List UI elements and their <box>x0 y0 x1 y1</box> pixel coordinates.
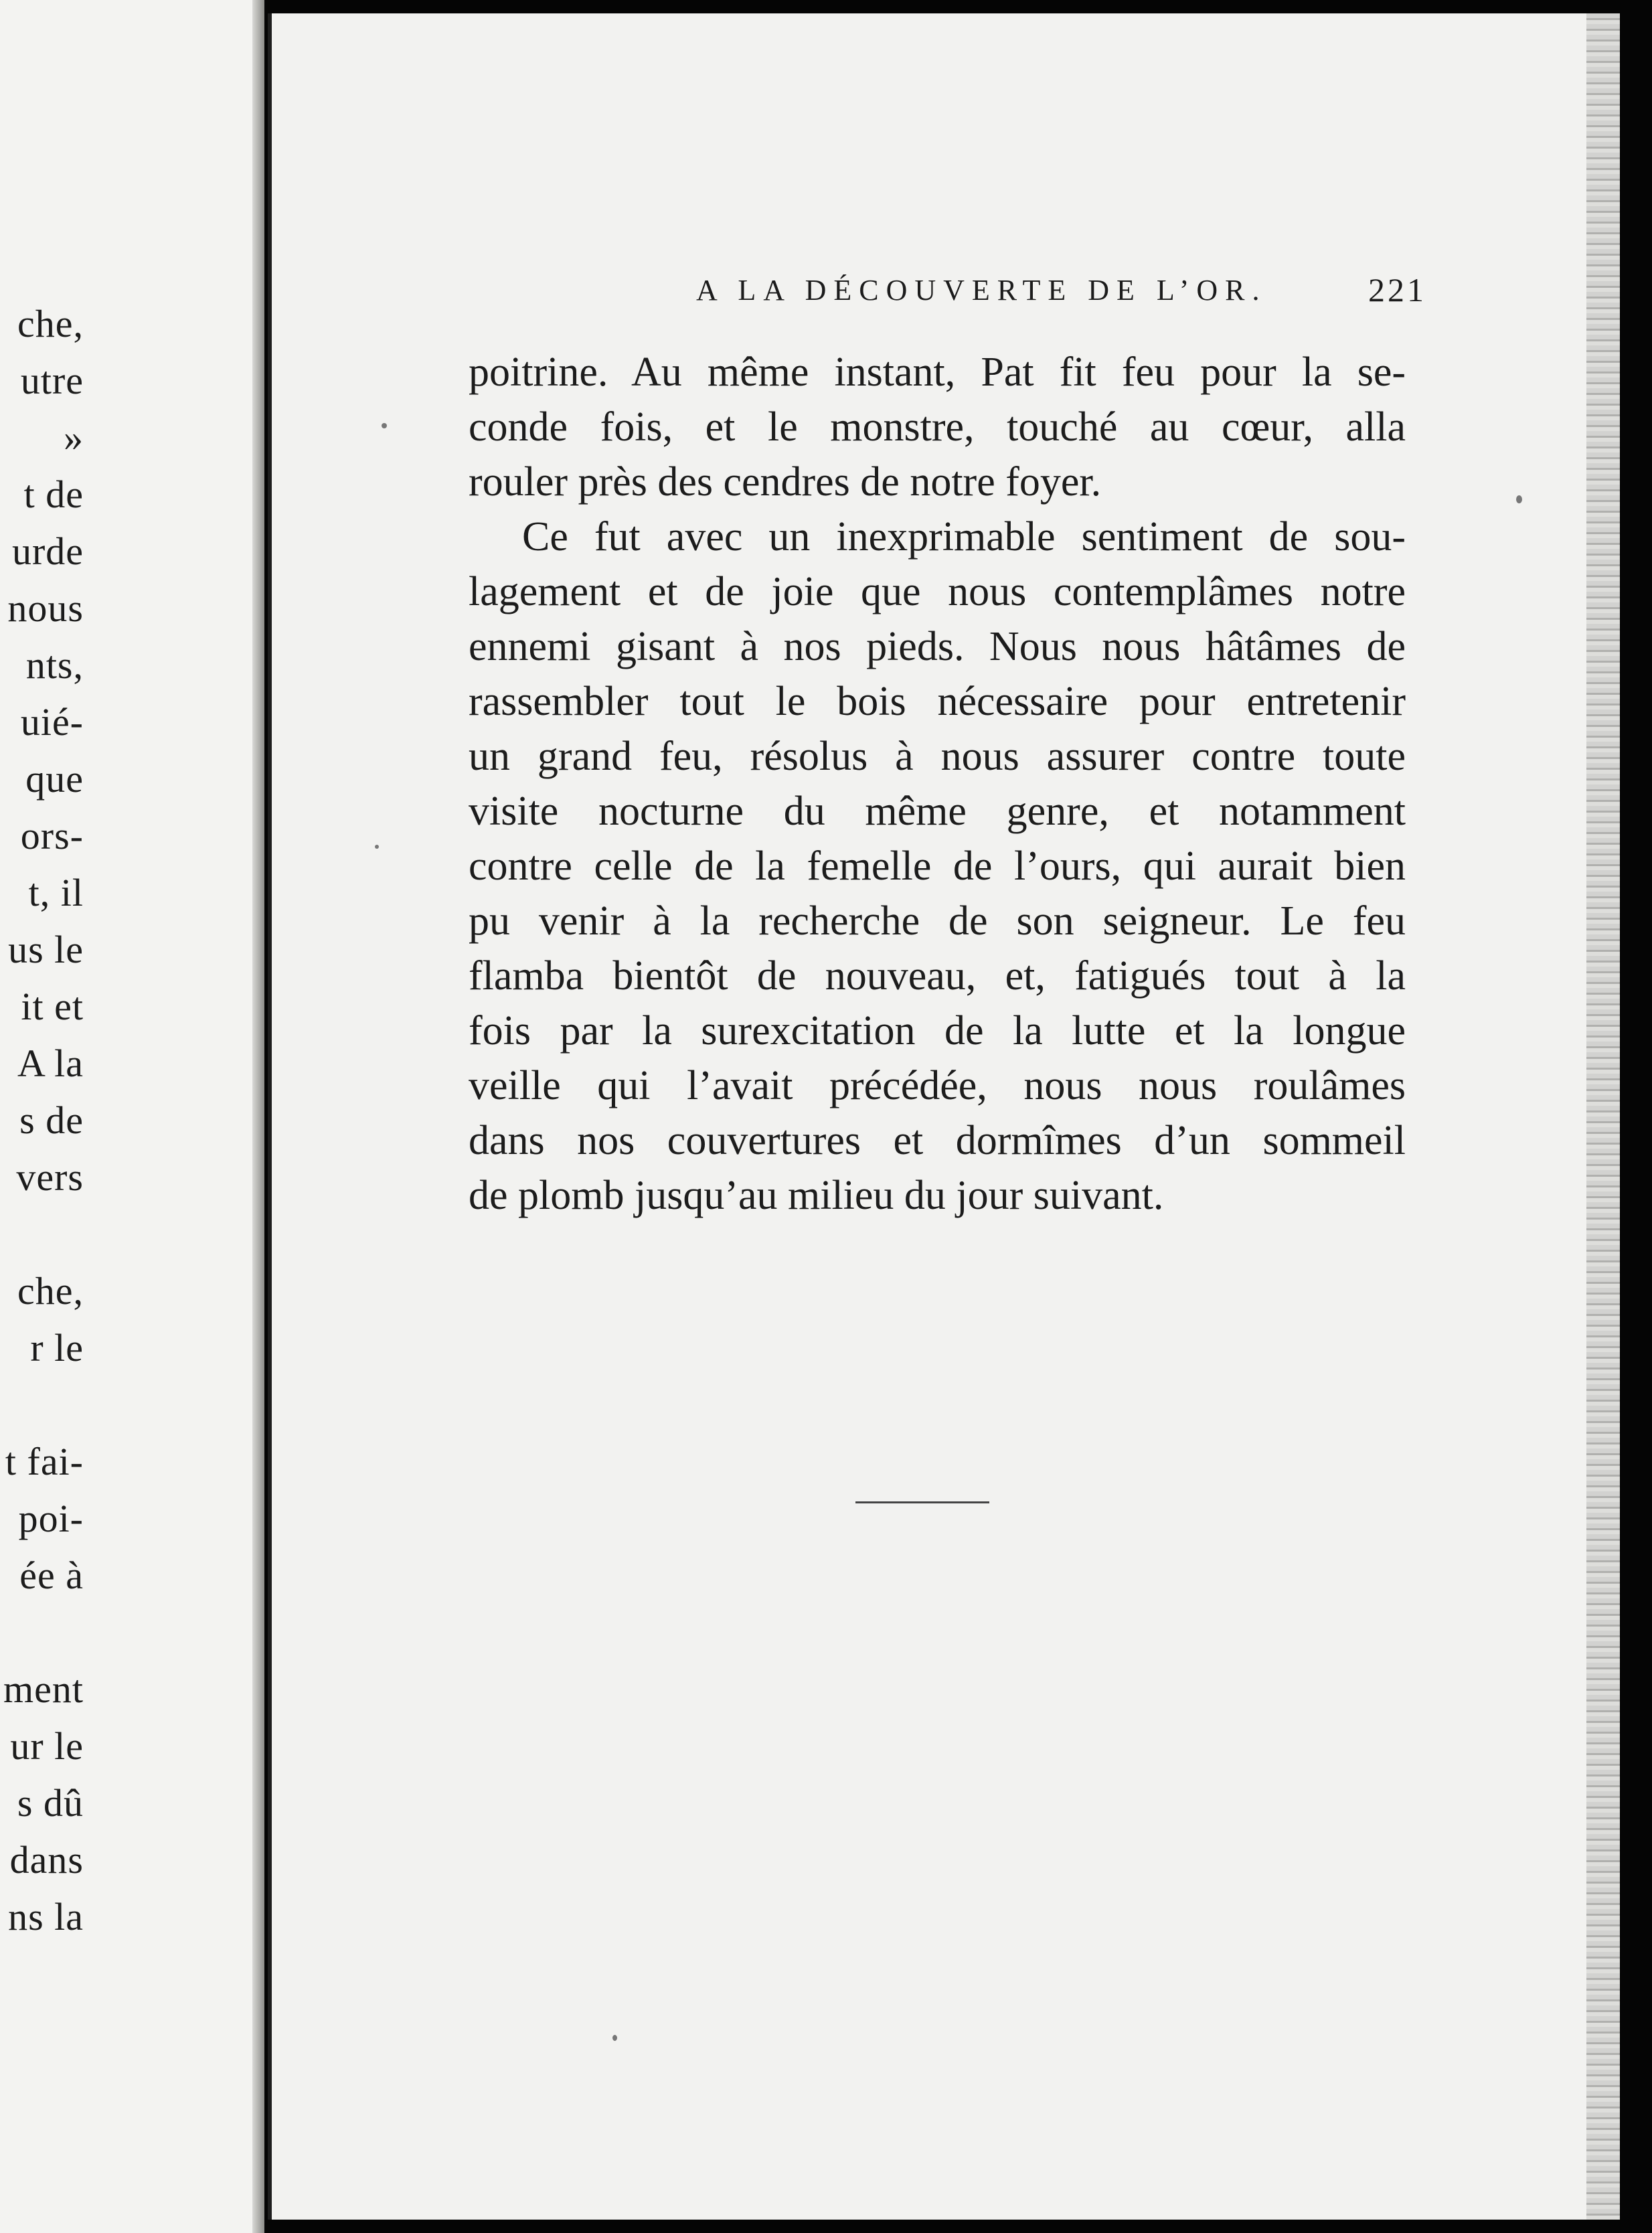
left-line: us le <box>8 928 84 971</box>
left-line: poi- <box>18 1497 84 1540</box>
text-line: contre celle de la femelle de l’ours, qui aurait bien <box>469 843 1406 889</box>
page-number: 221 <box>1368 271 1426 309</box>
left-line: r le <box>30 1326 84 1370</box>
left-line: nts, <box>25 643 84 687</box>
text-line: dans nos couvertures et dormîmes d’un sommeil <box>469 1118 1406 1163</box>
left-line: vers <box>16 1155 84 1199</box>
print-speck <box>1516 495 1522 503</box>
text-line: conde fois, et le monstre, touché au cœur, alla <box>469 404 1406 450</box>
page-edge-texture <box>1586 13 1620 2220</box>
left-line: ors- <box>20 814 84 857</box>
text-line: un grand feu, résolus à nous assurer contre toute <box>469 734 1406 779</box>
left-line: s dû <box>17 1781 84 1825</box>
text-line: visite nocturne du même genre, et notamment <box>469 789 1406 834</box>
text-line: flamba bientôt de nouveau, et, fatigués tout à la <box>469 953 1406 999</box>
body-text <box>469 345 1406 1223</box>
left-line: urde <box>11 529 84 573</box>
text-line: lagement et de joie que nous contemplâmes notre <box>469 569 1406 614</box>
left-line: A la <box>17 1042 84 1085</box>
left-line: » <box>64 416 84 459</box>
text-line: rassembler tout le bois nécessaire pour entretenir <box>469 679 1406 724</box>
text-line: rouler près des cendres de notre foyer. <box>469 459 1102 505</box>
left-line: que <box>25 757 84 801</box>
text-line: fois par la surexcitation de la lutte et la longue <box>469 1008 1406 1054</box>
left-line: uié- <box>20 700 84 744</box>
left-page-fragment <box>0 0 264 2233</box>
left-line: che, <box>17 1269 84 1313</box>
left-line: utre <box>20 359 84 402</box>
left-line: ur le <box>10 1724 84 1768</box>
left-line: ée à <box>19 1554 84 1597</box>
left-line: ment <box>3 1667 84 1711</box>
print-speck <box>382 423 387 428</box>
running-head: A LA DÉCOUVERTE DE L’OR. <box>696 274 1267 307</box>
left-line: che, <box>17 302 84 345</box>
left-line: it et <box>21 985 84 1028</box>
left-line: dans <box>9 1838 84 1882</box>
end-of-chapter-rule <box>855 1501 989 1503</box>
left-line: ns la <box>8 1895 84 1938</box>
text-line: poitrine. Au même instant, Pat fit feu pour la se- <box>469 349 1406 395</box>
print-speck <box>612 2035 617 2041</box>
left-line: t, il <box>28 871 84 914</box>
text-line: ennemi gisant à nos pieds. Nous nous hâtâmes de <box>469 624 1406 669</box>
left-page-text <box>0 0 264 2233</box>
text-line: pu venir à la recherche de son seigneur. Le feu <box>469 898 1406 944</box>
left-line: s de <box>19 1098 84 1142</box>
left-line: t fai- <box>5 1440 84 1483</box>
text-line: Ce fut avec un inexprimable sentiment de sou- <box>522 514 1406 560</box>
text-line: de plomb jusqu’au milieu du jour suivant. <box>469 1173 1164 1218</box>
left-line: nous <box>7 586 84 630</box>
text-line: veille qui l’avait précédée, nous nous roulâmes <box>469 1063 1406 1108</box>
print-speck <box>375 845 379 849</box>
left-line: t de <box>23 473 84 516</box>
